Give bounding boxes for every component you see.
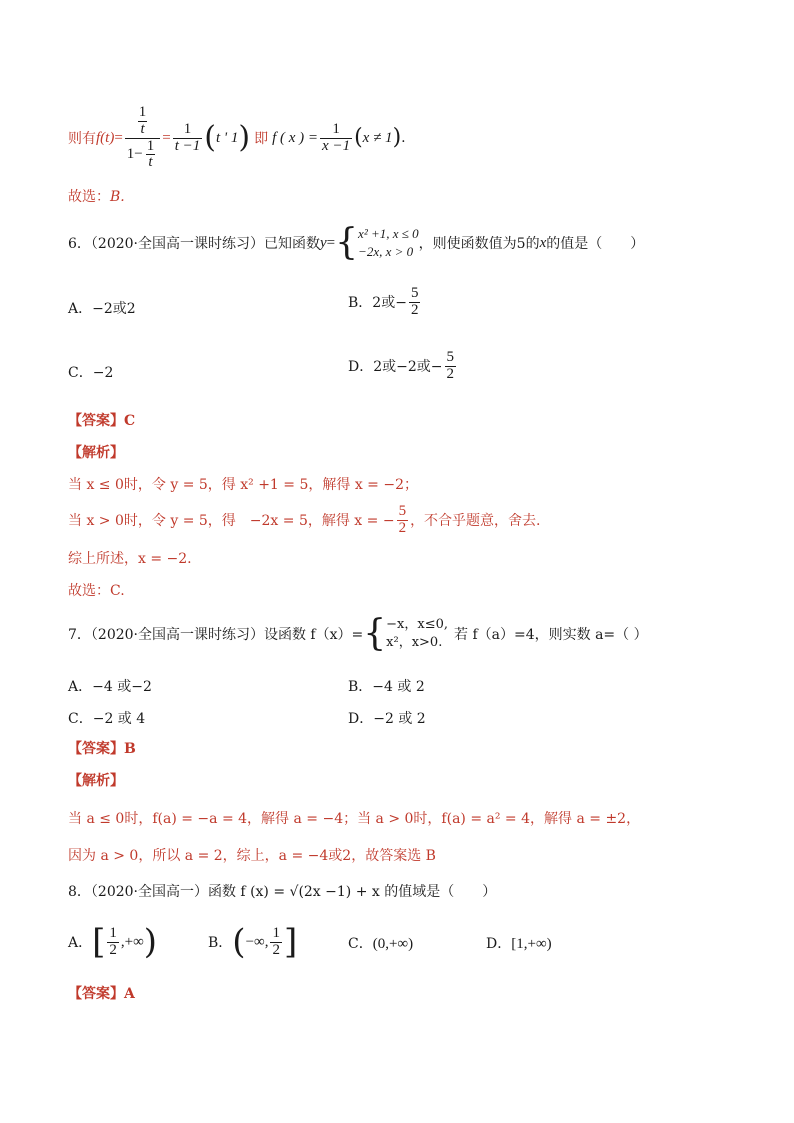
q8-option-c[interactable]: [348, 933, 413, 953]
q6-case2: −2x, x > 0: [358, 244, 414, 259]
prev-frac2-den: t −1: [174, 137, 201, 154]
q6-option-d-den: 2: [446, 365, 455, 382]
q7-answer: [68, 738, 136, 758]
prev-cond: t ' 1: [216, 129, 239, 146]
q7-answer-value: B: [124, 741, 136, 757]
prev-eq2: =: [162, 129, 171, 146]
q8-option-a-num: 1: [109, 924, 117, 941]
q6-option-c-text: −2: [92, 365, 114, 381]
q8-option-b-num: 1: [272, 924, 280, 941]
q8-option-d-text: [1,+∞): [511, 936, 552, 952]
q6-option-d-text: 2或−2或−: [373, 359, 443, 376]
q6-option-d-num: 5: [446, 349, 455, 365]
q8-option-c-label: C．: [348, 936, 373, 952]
q8-option-b-pre: −∞,: [245, 933, 269, 950]
q7-option-d-label: D．: [348, 711, 374, 727]
q6-choose: 故选：C.: [68, 583, 125, 599]
q6-answer: [68, 410, 135, 430]
q8-option-d[interactable]: [486, 933, 552, 953]
prev-solution-line: 则有 f(t) = $\frac{1}{t}$ 1− $\frac{1}{t}$ = $\frac{1}{t -1}$ ( t ' 1 ) 即 f ( x ) = $\frac{1}{x -1}$ ( x ≠ 1 ) .: [68, 104, 406, 171]
q7-option-b-text: −4 或 2: [372, 679, 425, 695]
q6-option-b-num: 5: [410, 285, 419, 301]
q8-option-a-rest: ,+∞: [120, 933, 144, 950]
q7-stem: 7．（2020·全国高一课时练习）设函数 f（x）= { −x，x≤0, x²，x>0. 若 f（a）=4，则实数 a=（ ）: [68, 613, 648, 654]
q6-analysis-line2: [68, 498, 541, 542]
q7-option-a-text: −4 或−2: [92, 679, 152, 695]
q6-eq: =: [326, 234, 336, 251]
q6-x: x: [539, 234, 547, 251]
q8-option-a[interactable]: A． [ $\frac{1}{2}$ ,+∞ ): [68, 922, 158, 962]
q6-analysis-line1: 当 x ≤ 0时，令 y = 5，得 x² +1 = 5，解得 x = −2；: [68, 477, 418, 493]
prev-cond2: x ≠ 1: [362, 129, 393, 146]
q8-answer: [68, 983, 135, 1003]
prev-frac1-num-den: t: [140, 120, 145, 137]
q6-y: y: [320, 234, 327, 251]
prev-frac1-den-b-num: 1: [146, 137, 155, 154]
prev-eq: =: [114, 129, 123, 146]
q7-case1: −x，x≤0,: [386, 617, 449, 633]
q6-analysis-line2-num: 5: [398, 502, 407, 519]
q7-option-c-text: −2 或 4: [92, 711, 146, 727]
prev-choose-ans: B.: [110, 189, 125, 205]
q7-stem-b: 若 f（a）=4，则实数 a=（ ）: [454, 627, 648, 643]
prev-end: .: [401, 130, 406, 146]
prev-frac3: [320, 122, 352, 155]
prev-frac1-num: 1: [138, 104, 147, 120]
q7-option-c-label: C．: [68, 711, 93, 727]
q8-option-b-den: 2: [272, 941, 280, 958]
prev-frac1-den-b-den: t: [148, 154, 153, 171]
q6-option-b[interactable]: [348, 286, 422, 319]
q6-option-b-text: 2或−: [372, 295, 407, 312]
q7-option-a[interactable]: [68, 676, 152, 696]
q6-option-c-label: C．: [68, 365, 93, 381]
q8-option-b-label: B．: [208, 935, 233, 951]
q8-option-c-text: (0,+∞): [372, 936, 414, 952]
q7-option-c[interactable]: [68, 708, 145, 728]
prev-frac2-num: 1: [183, 120, 192, 137]
prev-ft: f(t): [96, 129, 115, 146]
q6-option-a-text: −2或2: [92, 301, 136, 317]
q6-analysis-line2-a: 当 x > 0时，令 y = 5，得 −2x = 5，解得 x = −: [68, 513, 395, 529]
q6-cases: [358, 225, 419, 260]
q6-answer-label: 【答案】: [68, 413, 124, 429]
q6-stem-c: 的值是（ ）: [546, 236, 645, 252]
q6-answer-value: C: [124, 413, 136, 429]
prev-fx: f ( x ) =: [272, 129, 319, 146]
q6-analysis-line3: 综上所述，x = −2.: [68, 551, 192, 567]
q8-option-a-label: A．: [68, 935, 93, 951]
prev-choose: 故选：: [68, 189, 110, 205]
q8-option-b[interactable]: B． ( −∞, $\frac{1}{2}$ ]: [208, 922, 298, 962]
q6-option-d[interactable]: [348, 350, 458, 383]
prev-frac1: [125, 105, 160, 171]
q7-analysis-line2: 因为 a > 0，所以 a = 2，综上，a = −4或2，故答案选 B: [68, 848, 436, 864]
prev-frac3-den: x −1: [322, 137, 351, 154]
q6-stem-a: 6．（2020·全国高一课时练习）已知函数: [68, 236, 320, 252]
q8-option-d-label: D．: [486, 936, 512, 952]
q6-analysis-label: 【解析】: [68, 445, 124, 461]
q6-option-b-den: 2: [410, 301, 419, 318]
q7-analysis-line1: 当 a ≤ 0时，f(a) = −a = 4，解得 a = −4；当 a > 0时，f(a) = a² = 4，解得 a = ±2，: [68, 811, 641, 827]
q6-option-d-label: D．: [348, 359, 374, 376]
q6-option-a-label: A．: [68, 301, 93, 317]
q7-option-b-label: B．: [348, 679, 373, 695]
q7-cases: [386, 616, 448, 651]
q6-analysis-line2-den: 2: [398, 519, 407, 536]
prev-frac2: [173, 122, 203, 155]
q6-option-a[interactable]: [68, 298, 136, 318]
q8-answer-value: A: [124, 986, 135, 1002]
prev-frac3-num: 1: [332, 120, 340, 137]
q7-option-d-text: −2 或 2: [373, 711, 426, 727]
q7-answer-label: 【答案】: [68, 741, 124, 757]
q6-case1: x² +1, x ≤ 0: [358, 226, 419, 242]
q8-option-a-den: 2: [109, 941, 117, 958]
q7-option-a-label: A．: [68, 679, 93, 695]
q7-stem-a: 7．（2020·全国高一课时练习）设函数 f（x）=: [68, 627, 364, 643]
q6-option-c[interactable]: [68, 362, 113, 382]
q7-analysis-label: 【解析】: [68, 773, 124, 789]
q8-answer-label: 【答案】: [68, 986, 124, 1002]
q6-stem-b: ，则使函数值为5的: [418, 236, 540, 252]
q6-stem: 6．（2020·全国高一课时练习）已知函数 y = { x² +1, x ≤ 0 −2x, x > 0 ，则使函数值为5的 x 的值是（ ）: [68, 222, 645, 263]
q7-case2: x²，x>0.: [386, 635, 443, 650]
q8-stem: 8．（2020·全国高一）函数 f (x) = √(2x −1) + x 的值域是（ ）: [68, 884, 497, 900]
prev-lead: 则有: [68, 131, 96, 147]
q7-option-d[interactable]: [348, 708, 426, 728]
q7-option-b[interactable]: [348, 676, 425, 696]
prev-choose-line: [68, 186, 125, 206]
prev-ji: 即: [254, 131, 269, 147]
q6-analysis-line2-b: ，不合乎题意，舍去.: [410, 513, 541, 529]
prev-frac1-den-a: 1−: [126, 145, 143, 162]
q6-option-b-label: B．: [348, 295, 373, 312]
